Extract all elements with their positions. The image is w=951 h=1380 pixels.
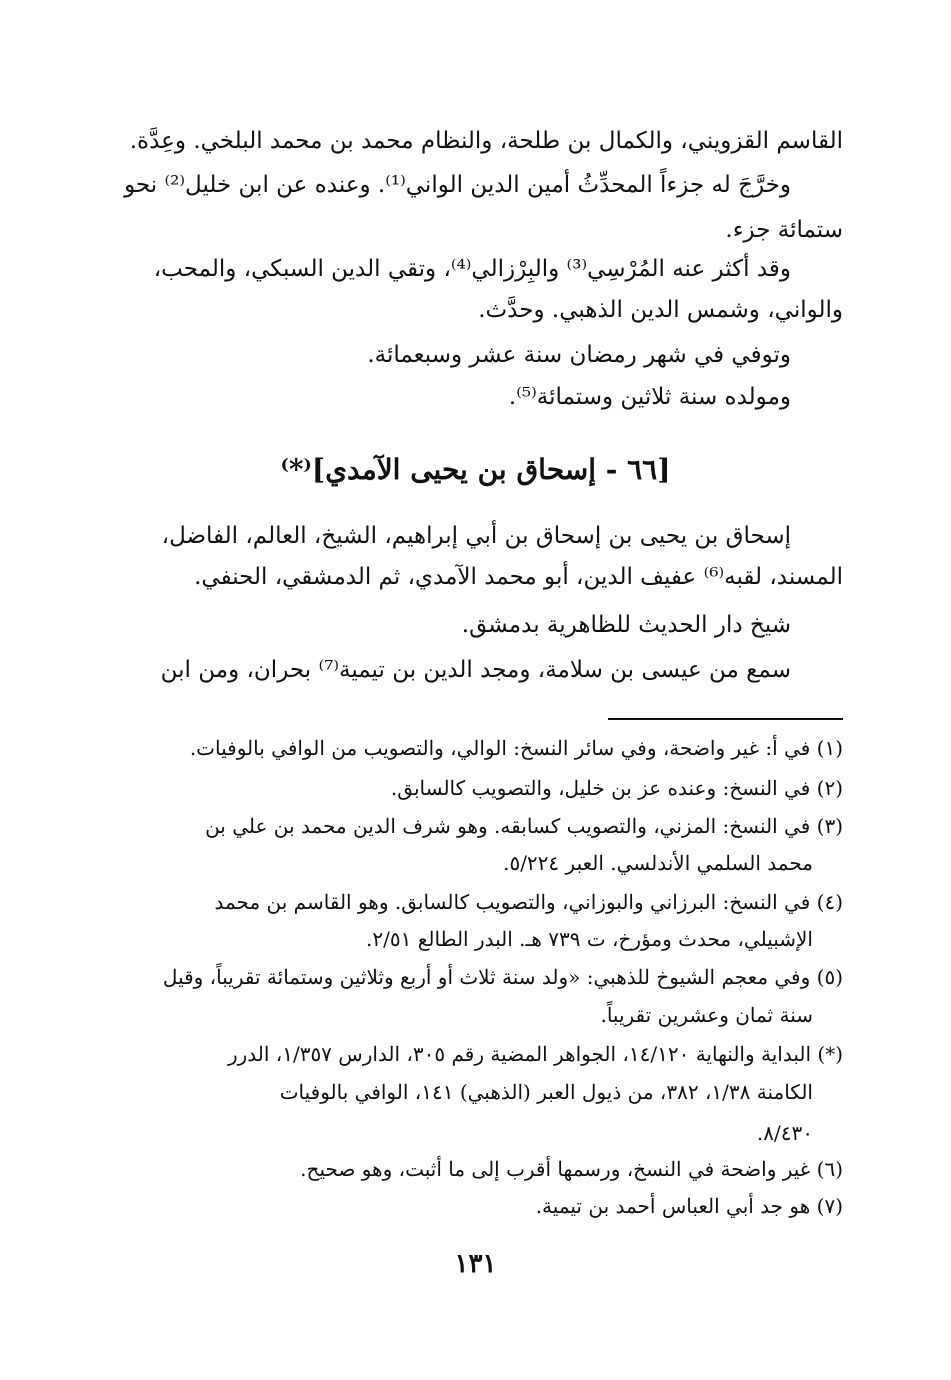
entry-heading: [٦٦ - إسحاق بن يحيى الآمدي]⁽*⁾	[280, 453, 671, 486]
body-line: ومولده سنة ثلاثين وستمائة⁽⁵⁾.	[508, 384, 791, 410]
footnote-3-cont: محمد السلمي الأندلسي. العبر ٥/٢٢٤.	[503, 851, 813, 875]
footnote-5-cont: سنة ثمان وعشرين تقريباً.	[600, 1003, 813, 1027]
page-number: ١٣١	[454, 1249, 497, 1279]
body-line: والواني، وشمس الدين الذهبي. وحدَّث.	[478, 297, 843, 323]
body-line: القاسم القزويني، والكمال بن طلحة، والنظام محمد بن محمد البلخي. وعِدَّة.	[129, 128, 843, 154]
footnote-2: (٢) في النسخ: وعنده عز بن خليل، والتصويب كالسابق.	[390, 776, 843, 800]
footnote-star: (*) البداية والنهاية ١٤/١٢٠، الجواهر المضية رقم ٣٠٥، الدارس ١/٣٥٧، الدرر	[227, 1042, 843, 1066]
body-line: ستمائة جزء.	[725, 217, 843, 243]
body-line: شيخ دار الحديث للظاهرية بدمشق.	[461, 612, 791, 638]
body-line: سمع من عيسى بن سلامة، ومجد الدين بن تيمية⁽⁷⁾ بحران، ومن ابن	[160, 657, 791, 683]
footnote-3: (٣) في النسخ: المزني، والتصويب كسابقه. وهو شرف الدين محمد بن علي بن	[205, 814, 843, 838]
body-line: إسحاق بن يحيى بن إسحاق بن أبي إبراهيم، الشيخ، العالم، الفاضل،	[161, 523, 791, 549]
body-line: وتوفي في شهر رمضان سنة عشر وسبعمائة.	[367, 342, 791, 368]
footnote-1: (١) في أ: غير واضحة، وفي سائر النسخ: الوالي، والتصويب من الوافي بالوفيات.	[189, 736, 843, 760]
body-line: المسند، لقبه⁽⁶⁾ عفيف الدين، أبو محمد الآمدي، ثم الدمشقي، الحنفي.	[194, 564, 843, 590]
footnote-4: (٤) في النسخ: البرزاني والبوزاني، والتصويب كالسابق. وهو القاسم بن محمد	[214, 890, 843, 914]
body-line: وخرَّجَ له جزءاً المحدِّثُ أمين الدين الواني⁽¹⁾. وعنده عن ابن خليل⁽²⁾ نحو	[124, 172, 791, 198]
footnote-6: (٦) غير واضحة في النسخ، ورسمها أقرب إلى ما أثبت، وهو صحيح.	[300, 1157, 843, 1181]
footnote-star-cont: الكامنة ١/٣٨، ٣٨٢، من ذيول العبر (الذهبي) ١٤١، الوافي بالوفيات	[279, 1080, 813, 1104]
footnote-star-cont: ٨/٤٣٠.	[756, 1121, 813, 1145]
footnote-5: (٥) وفي معجم الشيوخ للذهبي: «ولد سنة ثلاث أو أربع وثلاثين وستمائة تقريباً، وقيل	[162, 965, 843, 989]
body-line: وقد أكثر عنه المُرْسِي⁽³⁾ والبِرْزالي⁽⁴⁾، وتقي الدين السبكي، والمحب،	[153, 256, 791, 282]
footnote-separator	[608, 718, 843, 720]
footnote-4-cont: الإشبيلي، محدث ومؤرخ، ت ٧٣٩ هـ. البدر الطالع ٢/٥١.	[366, 927, 813, 951]
footnote-7: (٧) هو جد أبي العباس أحمد بن تيمية.	[535, 1194, 843, 1218]
